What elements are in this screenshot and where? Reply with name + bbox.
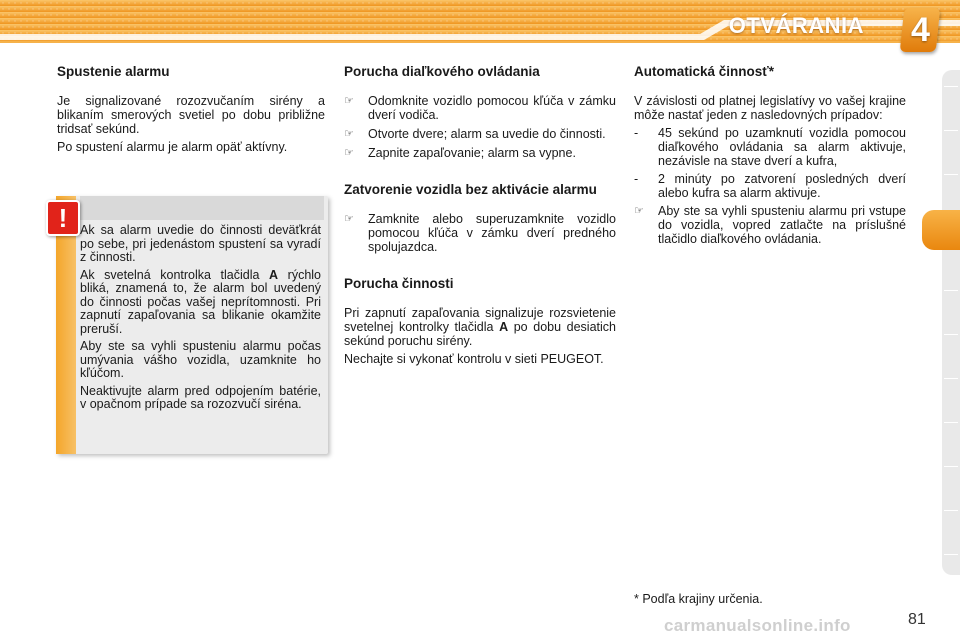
dash-item: - 45 sekúnd po uzamknutí vozidla pomocou diaľkového ovládania sa alarm aktivuje, nezávisle na stave dverí a kufra, bbox=[634, 126, 906, 168]
paragraph: Pri zapnutí zapaľovania signalizuje rozsvietenie svetelnej kontrolky tlačidla A po dobu desiatich sekúnd poruchu sirény. bbox=[344, 306, 616, 348]
warning-exclamation-icon: ! bbox=[46, 200, 80, 236]
column-remote-failure bbox=[344, 64, 616, 370]
warning-paragraph: Ak sa alarm uvedie do činnosti deväťkrát po sebe, pri jedenástom spustení sa vyradí z činnosti. bbox=[80, 223, 321, 264]
section-heading: Zatvorenie vozidla bez aktivácie alarmu bbox=[344, 182, 597, 197]
button-a-label: A bbox=[499, 320, 509, 334]
paragraph: Nechajte si vykonať kontrolu v sieti PEUGEOT. bbox=[344, 352, 604, 366]
pointing-hand-icon: ☞ bbox=[634, 205, 644, 217]
side-tab-divider bbox=[944, 334, 958, 335]
pointing-hand-icon: ☞ bbox=[344, 95, 354, 107]
chapter-title: OTVÁRANIA bbox=[728, 13, 864, 38]
button-a-label: A bbox=[269, 267, 279, 282]
paragraph: Po spustení alarmu je alarm opäť aktívny. bbox=[57, 140, 288, 154]
footnote: * Podľa krajiny určenia. bbox=[634, 592, 763, 606]
warning-paragraph: Ak svetelná kontrolka tlačidla A rýchlo bliká, znamená to, že alarm bol uvedený do činnosti počas vašej neprítomnosti. Pri zapnutí zapaľovania sa blikanie okamžite preruší. bbox=[80, 267, 321, 336]
side-tab-divider bbox=[944, 510, 958, 511]
side-rail bbox=[942, 70, 960, 575]
bullet-item: ☞ Zamknite alebo superuzamknite vozidlo pomocou kľúča v zámku dverí predného spolujazdca. bbox=[344, 212, 616, 254]
pointing-hand-icon: ☞ bbox=[344, 128, 354, 140]
bullet-item: ☞ Otvorte dvere; alarm sa uvedie do činnosti. bbox=[344, 127, 606, 141]
bullet-item: ☞ Odomknite vozidlo pomocou kľúča v zámku dverí vodiča. bbox=[344, 94, 616, 122]
side-tab-divider bbox=[944, 290, 958, 291]
warning-paragraph: Aby ste sa vyhli spusteniu alarmu počas umývania vášho vozidla, uzamknite ho kľúčom. bbox=[80, 339, 321, 380]
warning-text bbox=[80, 224, 321, 416]
page-number: 81 bbox=[908, 611, 926, 628]
side-tab-active bbox=[922, 210, 960, 250]
section-heading: Automatická činnosť* bbox=[634, 64, 774, 79]
chapter-number-tab: 4 bbox=[900, 8, 941, 52]
side-tab-divider bbox=[944, 86, 958, 87]
dash-item: - 2 minúty po zatvorení posledných dverí alebo kufra sa alarm aktivuje. bbox=[634, 172, 906, 200]
pointing-hand-icon: ☞ bbox=[344, 147, 354, 159]
side-tab-divider bbox=[944, 422, 958, 423]
side-tab-divider bbox=[944, 130, 958, 131]
watermark: carmanualsonline.info bbox=[664, 616, 851, 635]
paragraph: V závislosti od platnej legislatívy vo vašej krajine môže nastať jeden z nasledovných prípadov: bbox=[634, 94, 906, 122]
pointing-hand-icon: ☞ bbox=[344, 213, 354, 225]
column-alarm-trigger bbox=[57, 64, 325, 158]
side-tab-divider bbox=[944, 554, 958, 555]
section-heading: Spustenie alarmu bbox=[57, 64, 170, 79]
section-heading: Porucha činnosti bbox=[344, 276, 454, 291]
bullet-item: ☞ Aby ste sa vyhli spusteniu alarmu pri vstupe do vozidla, vopred zatlačte na príslušné tlačidlo diaľkového ovládania. bbox=[634, 204, 906, 246]
section-heading: Porucha diaľkového ovládania bbox=[344, 64, 540, 79]
side-tab-divider bbox=[944, 466, 958, 467]
column-automatic-operation bbox=[634, 64, 906, 251]
side-chapter-tabs bbox=[928, 70, 960, 575]
warning-paragraph: Neaktivujte alarm pred odpojením batérie, v opačnom prípade sa rozozvučí siréna. bbox=[80, 383, 321, 411]
bullet-item: ☞ Zapnite zapaľovanie; alarm sa vypne. bbox=[344, 146, 576, 160]
side-tab-divider bbox=[944, 378, 958, 379]
paragraph: Je signalizované rozozvučaním sirény a blikaním smerových svetiel po dobu približne tridsať sekúnd. bbox=[57, 94, 325, 136]
warning-header-bar bbox=[80, 196, 324, 220]
header-band bbox=[0, 0, 960, 48]
side-tab-divider bbox=[944, 174, 958, 175]
